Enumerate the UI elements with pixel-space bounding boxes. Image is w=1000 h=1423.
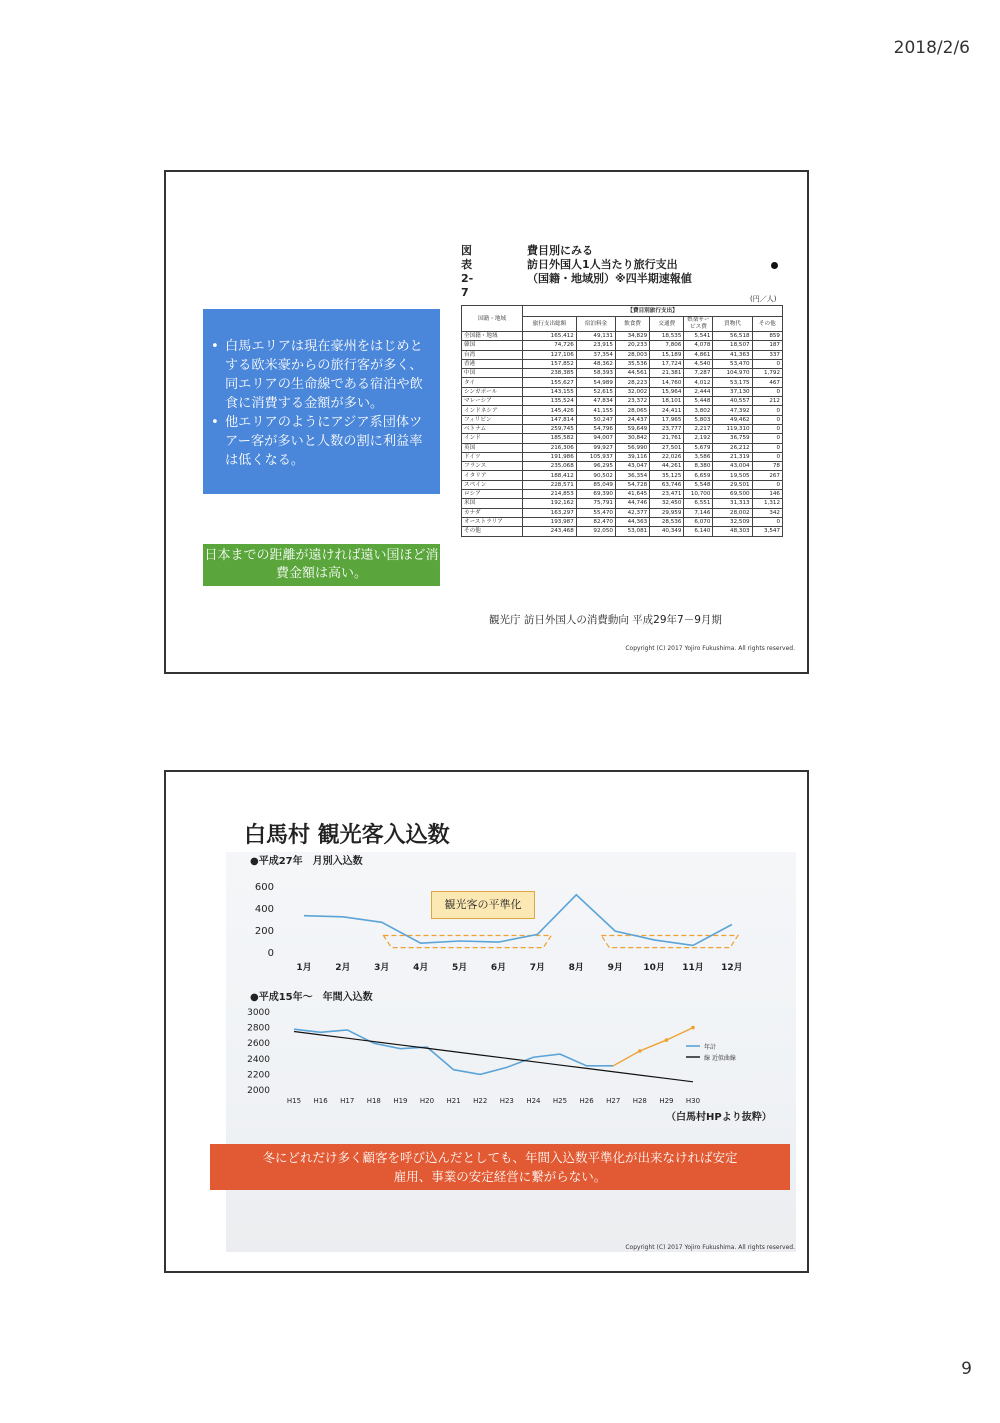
column-header: 旅行支出総額: [523, 317, 577, 332]
table-cell: 28,002: [713, 508, 752, 517]
x-tick-label: 4月: [413, 963, 429, 973]
table-cell: 59,649: [615, 424, 649, 433]
source-note: （白馬村HPより抜粋）: [666, 1112, 772, 1123]
y-tick-label: 2600: [247, 1039, 270, 1050]
row-label: フランス: [462, 462, 523, 471]
figure-title-line: （国籍・地域別）※四半期速報値: [527, 272, 692, 285]
table-cell: 15,964: [650, 387, 684, 396]
table-cell: 37,354: [576, 350, 615, 359]
table-cell: 30,842: [615, 434, 649, 443]
table-cell: 21,761: [650, 434, 684, 443]
table-cell: 191,986: [523, 452, 577, 461]
y-tick-label: 2400: [247, 1054, 270, 1065]
table-cell: 49,462: [713, 415, 752, 424]
table-cell: 0: [752, 406, 782, 415]
table-cell: 157,852: [523, 359, 577, 368]
table-cell: 34,829: [615, 332, 649, 341]
slide-visitors: [164, 770, 809, 1273]
x-tick-label: H25: [552, 1097, 568, 1105]
table-cell: 2,217: [684, 424, 713, 433]
x-tick-label: 12月: [721, 963, 743, 973]
table-cell: 243,468: [523, 527, 577, 536]
group-header: 【費目別旅行支出】: [523, 306, 783, 317]
table-cell: 259,745: [523, 424, 577, 433]
table-cell: 145,426: [523, 406, 577, 415]
table-row: [462, 527, 783, 536]
x-tick-label: 8月: [568, 963, 584, 973]
highlight-box-blue: [203, 309, 440, 494]
table-cell: 44,561: [615, 369, 649, 378]
table-cell: 7,806: [650, 341, 684, 350]
column-header: 飲食費: [615, 317, 649, 332]
table-cell: 85,049: [576, 480, 615, 489]
annotation-text: 観光客の平準化: [444, 898, 522, 911]
row-label: インドネシア: [462, 406, 523, 415]
bullet-dot-icon: [771, 262, 778, 269]
y-tick-label: 200: [254, 926, 274, 937]
y-tick-label: 600: [254, 882, 274, 893]
row-label: カナダ: [462, 508, 523, 517]
x-tick-label: 6月: [490, 963, 507, 973]
table-row: [462, 443, 783, 452]
table-cell: 119,310: [713, 424, 752, 433]
table-cell: 54,728: [615, 480, 649, 489]
table-cell: 90,502: [576, 471, 615, 480]
x-tick-label: H21: [446, 1097, 461, 1105]
chart2-label: ●平成15年～ 年間入込数: [250, 992, 373, 1003]
table-cell: 14,760: [650, 378, 684, 387]
table-cell: 54,989: [576, 378, 615, 387]
column-header: その他: [752, 317, 782, 332]
row-label: 台湾: [462, 350, 523, 359]
column-header: 買物代: [713, 317, 752, 332]
figure-title-line: 費目別にみる: [527, 244, 593, 257]
page-date: 2018/2/6: [893, 38, 970, 58]
table-cell: 19,505: [713, 471, 752, 480]
highlight-box-green: 日本までの距離が遠ければ遠い国ほど消費金額は高い。: [203, 544, 440, 586]
table-cell: 2,444: [684, 387, 713, 396]
forecast-point: [691, 1026, 695, 1030]
banner-line: 雇用、事業の安定経営に繋がらない。: [393, 1169, 607, 1184]
row-label: ベトナム: [462, 424, 523, 433]
y-tick-label: 400: [254, 904, 274, 915]
row-label: インド: [462, 434, 523, 443]
table-cell: 29,501: [713, 480, 752, 489]
table-cell: 135,524: [523, 397, 577, 406]
table-cell: 27,501: [650, 443, 684, 452]
table-cell: 17,724: [650, 359, 684, 368]
figure-label: 図表 2-7: [461, 244, 474, 299]
table-cell: 52,615: [576, 387, 615, 396]
annual-chart: [247, 1008, 736, 1105]
table-cell: 44,746: [615, 499, 649, 508]
series-line-forecast: [613, 1028, 693, 1066]
table-cell: 99,927: [576, 443, 615, 452]
table-cell: 5,548: [684, 480, 713, 489]
table-cell: 155,627: [523, 378, 577, 387]
row-label: ロシア: [462, 490, 523, 499]
y-tick-label: 2800: [247, 1023, 270, 1034]
table-cell: 41,363: [713, 350, 752, 359]
table-cell: 4,861: [684, 350, 713, 359]
table-cell: 6,551: [684, 499, 713, 508]
table-cell: 267: [752, 471, 782, 480]
table-cell: 163,297: [523, 508, 577, 517]
y-tick-label: 2200: [247, 1070, 270, 1081]
table-cell: 53,175: [713, 378, 752, 387]
x-tick-label: H20: [419, 1097, 435, 1105]
table-row: [462, 369, 783, 378]
table-row: [462, 359, 783, 368]
y-tick-label: 2000: [247, 1086, 270, 1096]
copyright: Copyright (C) 2017 Yojiro Fukushima. All rights reserved.: [625, 1244, 795, 1251]
table-cell: 53,470: [713, 359, 752, 368]
table-row: [462, 415, 783, 424]
forecast-point: [638, 1049, 642, 1053]
table-row: [462, 452, 783, 461]
bullet-item: • 他エリアのようにアジア系団体ツアー客が多いと人数の割に利益率は低くなる。: [211, 413, 434, 470]
x-tick-label: H30: [685, 1097, 701, 1105]
table-cell: 7,287: [684, 369, 713, 378]
chart1-label: ●平成27年 月別入込数: [250, 856, 363, 867]
table-row: [462, 424, 783, 433]
source-note: 観光庁 訪日外国人の消費動向 平成29年7－9月期: [489, 614, 722, 626]
column-header: 宿泊料金: [576, 317, 615, 332]
table-cell: 35,536: [615, 359, 649, 368]
table-cell: 24,411: [650, 406, 684, 415]
row-label: 中国: [462, 369, 523, 378]
table-cell: 43,047: [615, 462, 649, 471]
figure-title-line: 訪日外国人1人当たり旅行支出: [527, 258, 678, 271]
table-cell: 28,536: [650, 517, 684, 526]
x-tick-label: H19: [393, 1097, 408, 1105]
table-cell: 6,070: [684, 517, 713, 526]
table-cell: 56,518: [713, 332, 752, 341]
x-tick-label: H16: [313, 1097, 328, 1105]
table-cell: 28,223: [615, 378, 649, 387]
table-cell: 58,393: [576, 369, 615, 378]
table-cell: 192,162: [523, 499, 577, 508]
trend-line: [294, 1032, 693, 1082]
row-label: 英国: [462, 443, 523, 452]
table-cell: 1,312: [752, 499, 782, 508]
x-tick-label: 2月: [335, 963, 351, 973]
table-cell: 22,026: [650, 452, 684, 461]
x-tick-label: H26: [579, 1097, 594, 1105]
table-cell: 49,131: [576, 332, 615, 341]
table-cell: 342: [752, 508, 782, 517]
table-cell: 32,002: [615, 387, 649, 396]
table-cell: 228,571: [523, 480, 577, 489]
table-cell: 48,303: [713, 527, 752, 536]
conclusion-banner-box: [210, 1144, 790, 1190]
table-cell: 23,372: [615, 397, 649, 406]
table-cell: 54,796: [576, 424, 615, 433]
column-header: 娯楽サービス費: [684, 317, 713, 332]
table-cell: 165,412: [523, 332, 577, 341]
table-cell: 37,130: [713, 387, 752, 396]
y-tick-label: 0: [267, 948, 274, 959]
table-cell: 23,471: [650, 490, 684, 499]
table-cell: 0: [752, 387, 782, 396]
row-label: ドイツ: [462, 452, 523, 461]
x-tick-label: 11月: [682, 963, 704, 973]
table-cell: 53,081: [615, 527, 649, 536]
table-cell: 187: [752, 341, 782, 350]
table-cell: 216,306: [523, 443, 577, 452]
table-cell: 467: [752, 378, 782, 387]
table-row: [462, 378, 783, 387]
table-row: [462, 462, 783, 471]
legend-label: 線 近似曲線: [704, 1055, 736, 1062]
table-cell: 337: [752, 350, 782, 359]
copyright: Copyright (C) 2017 Yojiro Fukushima. All rights reserved.: [625, 645, 795, 652]
table-cell: 214,853: [523, 490, 577, 499]
table-cell: 0: [752, 359, 782, 368]
x-tick-label: H27: [606, 1097, 621, 1105]
table-row: [462, 397, 783, 406]
table-row: [462, 508, 783, 517]
row-label: 香港: [462, 359, 523, 368]
bullet-item: • 白馬エリアは現在豪州をはじめとする欧米豪からの旅行客が多く、同エリアの生命線である宿泊や飲食に消費する金額が多い。: [211, 337, 434, 413]
table-cell: 5,541: [684, 332, 713, 341]
column-header: 交通費: [650, 317, 684, 332]
visitors-charts: [166, 772, 807, 1271]
table-cell: 6,140: [684, 527, 713, 536]
x-tick-label: 7月: [529, 963, 546, 973]
x-tick-label: 1月: [296, 963, 312, 973]
table-cell: 143,155: [523, 387, 577, 396]
table-cell: 1,792: [752, 369, 782, 378]
x-tick-label: H24: [526, 1097, 541, 1105]
x-tick-label: H22: [473, 1097, 488, 1105]
table-cell: 0: [752, 517, 782, 526]
table-cell: 21,381: [650, 369, 684, 378]
table-cell: 92,050: [576, 527, 615, 536]
table-row: [462, 517, 783, 526]
table-cell: 238,385: [523, 369, 577, 378]
table-cell: 127,106: [523, 350, 577, 359]
table-cell: 147,814: [523, 415, 577, 424]
table-cell: 36,759: [713, 434, 752, 443]
table-cell: 69,390: [576, 490, 615, 499]
table-cell: 28,003: [615, 350, 649, 359]
table-cell: 3,547: [752, 527, 782, 536]
table-cell: 44,261: [650, 462, 684, 471]
table-cell: 185,582: [523, 434, 577, 443]
row-label: その他: [462, 527, 523, 536]
table-cell: 40,349: [650, 527, 684, 536]
table-cell: 36,354: [615, 471, 649, 480]
table-cell: 56,990: [615, 443, 649, 452]
table-row: [462, 387, 783, 396]
table-cell: 47,392: [713, 406, 752, 415]
row-label: マレーシア: [462, 397, 523, 406]
table-cell: 0: [752, 452, 782, 461]
table-cell: 24,437: [615, 415, 649, 424]
table-cell: 7,146: [684, 508, 713, 517]
table-cell: 18,535: [650, 332, 684, 341]
slide-title: 白馬村 観光客入込数: [244, 823, 450, 848]
row-label: タイ: [462, 378, 523, 387]
table-cell: 17,965: [650, 415, 684, 424]
x-tick-label: H18: [366, 1097, 381, 1105]
banner-line: 冬にどれだけ多く顧客を呼び込んだとしても、年間入込数平準化が出来なければ安定: [262, 1150, 738, 1165]
table-cell: 146: [752, 490, 782, 499]
table-row: [462, 490, 783, 499]
table-cell: 31,313: [713, 499, 752, 508]
table-cell: 5,448: [684, 397, 713, 406]
table-cell: 6,659: [684, 471, 713, 480]
table-cell: 18,101: [650, 397, 684, 406]
table-cell: 28,065: [615, 406, 649, 415]
table-cell: 29,959: [650, 508, 684, 517]
table-cell: 2,192: [684, 434, 713, 443]
table-cell: 212: [752, 397, 782, 406]
table-cell: 5,803: [684, 415, 713, 424]
forecast-point: [665, 1038, 669, 1042]
table-cell: 96,295: [576, 462, 615, 471]
x-tick-label: 5月: [451, 963, 468, 973]
table-cell: 32,450: [650, 499, 684, 508]
x-tick-label: 10月: [643, 963, 665, 973]
table-cell: 18,507: [713, 341, 752, 350]
table-cell: 0: [752, 480, 782, 489]
table-cell: 0: [752, 424, 782, 433]
table-cell: 50,247: [576, 415, 615, 424]
page-number: 9: [961, 1359, 972, 1379]
table-cell: 193,987: [523, 517, 577, 526]
table-cell: 26,212: [713, 443, 752, 452]
x-tick-label: H17: [340, 1097, 355, 1105]
table-cell: 39,116: [615, 452, 649, 461]
x-tick-label: 9月: [607, 963, 623, 973]
table-row: [462, 499, 783, 508]
row-label: フィリピン: [462, 415, 523, 424]
x-tick-label: H15: [286, 1097, 302, 1105]
table-cell: 3,802: [684, 406, 713, 415]
table-cell: 32,509: [713, 517, 752, 526]
table-cell: 94,007: [576, 434, 615, 443]
table-cell: 23,915: [576, 341, 615, 350]
table-row: [462, 350, 783, 359]
table-cell: 0: [752, 443, 782, 452]
table-unit: (円／人): [750, 295, 777, 303]
table-cell: 42,377: [615, 508, 649, 517]
row-label: 韓国: [462, 341, 523, 350]
table-cell: 4,078: [684, 341, 713, 350]
table-cell: 8,380: [684, 462, 713, 471]
column-header: 国籍・地域: [462, 306, 523, 332]
table-cell: 48,362: [576, 359, 615, 368]
table-cell: 41,645: [615, 490, 649, 499]
table-cell: 859: [752, 332, 782, 341]
table-cell: 235,068: [523, 462, 577, 471]
table-row: [462, 434, 783, 443]
table-cell: 3,586: [684, 452, 713, 461]
table-row: [462, 406, 783, 415]
row-label: イタリア: [462, 471, 523, 480]
table-cell: 74,726: [523, 341, 577, 350]
y-tick-label: 3000: [247, 1008, 270, 1018]
table-cell: 105,937: [576, 452, 615, 461]
legend-label: 年計: [704, 1044, 717, 1051]
x-tick-label: H29: [659, 1097, 674, 1105]
table-cell: 43,004: [713, 462, 752, 471]
table-cell: 5,679: [684, 443, 713, 452]
table-row: [462, 480, 783, 489]
annotation-box: [431, 891, 535, 919]
table-cell: 4,540: [684, 359, 713, 368]
table-cell: 20,233: [615, 341, 649, 350]
row-label: オーストラリア: [462, 517, 523, 526]
table-cell: 10,700: [684, 490, 713, 499]
table-cell: 188,412: [523, 471, 577, 480]
spending-table: [461, 305, 783, 537]
x-tick-label: H28: [632, 1097, 647, 1105]
table-cell: 47,834: [576, 397, 615, 406]
table-row: [462, 471, 783, 480]
table-cell: 41,155: [576, 406, 615, 415]
row-label: シンガポール: [462, 387, 523, 396]
table-cell: 23,777: [650, 424, 684, 433]
table-cell: 21,319: [713, 452, 752, 461]
table-cell: 40,557: [713, 397, 752, 406]
table-cell: 78: [752, 462, 782, 471]
slide-consumption: [164, 170, 809, 674]
table-cell: 15,189: [650, 350, 684, 359]
table-cell: 104,970: [713, 369, 752, 378]
table-cell: 75,791: [576, 499, 615, 508]
table-cell: 69,500: [713, 490, 752, 499]
row-label: スペイン: [462, 480, 523, 489]
table-cell: 44,363: [615, 517, 649, 526]
table-row: [462, 332, 783, 341]
table-row: [462, 341, 783, 350]
table-cell: 82,470: [576, 517, 615, 526]
row-label: 全国籍・地域: [462, 332, 523, 341]
row-label: 米国: [462, 499, 523, 508]
table-cell: 63,746: [650, 480, 684, 489]
table-cell: 0: [752, 415, 782, 424]
x-tick-label: H23: [499, 1097, 514, 1105]
x-tick-label: 3月: [374, 963, 390, 973]
table-cell: 4,012: [684, 378, 713, 387]
table-cell: 0: [752, 434, 782, 443]
table-cell: 55,470: [576, 508, 615, 517]
table-cell: 35,125: [650, 471, 684, 480]
